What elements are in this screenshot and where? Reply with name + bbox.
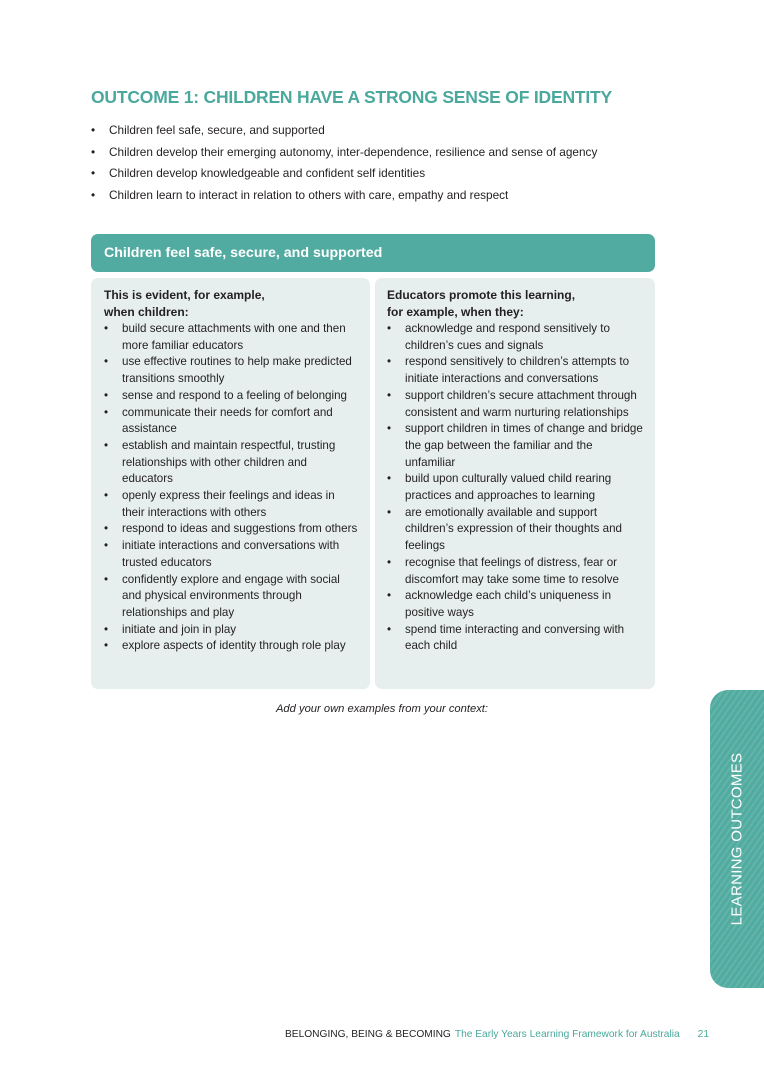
panel-heading-line: Educators promote this learning, bbox=[387, 288, 576, 302]
list-item: • support children’s secure attachment through consistent and warm nurturing relationships bbox=[387, 388, 645, 421]
list-item: • build upon culturally valued child rearing practices and approaches to learning bbox=[387, 471, 645, 504]
list-item: • use effective routines to help make predicted transitions smoothly bbox=[104, 354, 360, 387]
list-item: • support children in times of change and bridge the gap between the familiar and the unfamiliar bbox=[387, 421, 645, 471]
outcome-list bbox=[91, 120, 597, 207]
section-title: Children feel safe, secure, and supported bbox=[104, 245, 383, 261]
educators-promote-list bbox=[387, 321, 645, 655]
section-header bbox=[91, 234, 655, 272]
children-evidence-panel bbox=[91, 278, 370, 689]
outcome-item: • Children learn to interact in relation to others with care, empathy and respect bbox=[91, 185, 597, 207]
list-item: • build secure attachments with one and then more familiar educators bbox=[104, 321, 360, 354]
panel-heading-line: This is evident, for example, bbox=[104, 288, 265, 302]
page-footer bbox=[285, 1029, 709, 1040]
outcome-title bbox=[91, 87, 612, 108]
list-item: • spend time interacting and conversing with each child bbox=[387, 622, 645, 655]
list-item: • initiate and join in play bbox=[104, 622, 360, 639]
list-item: • communicate their needs for comfort and assistance bbox=[104, 405, 360, 438]
panel-heading bbox=[387, 287, 645, 321]
list-item: • respond to ideas and suggestions from others bbox=[104, 521, 360, 538]
panel-heading bbox=[104, 287, 360, 321]
list-item: • recognise that feelings of distress, fear or discomfort may take some time to resolve bbox=[387, 555, 645, 588]
educators-promote-panel bbox=[375, 278, 655, 689]
list-item: • confidently explore and engage with social and physical environments through relationships and play bbox=[104, 572, 360, 622]
list-item: • acknowledge each child’s uniqueness in positive ways bbox=[387, 588, 645, 621]
list-item: • acknowledge and respond sensitively to children’s cues and signals bbox=[387, 321, 645, 354]
outcome-title-text: CHILDREN HAVE A STRONG SENSE OF IDENTITY bbox=[198, 87, 612, 107]
panel-heading-line: for example, when they: bbox=[387, 305, 524, 319]
list-item: • respond sensitively to children’s attempts to initiate interactions and conversations bbox=[387, 354, 645, 387]
list-item: • are emotionally available and support children’s expression of their thoughts and feelings bbox=[387, 505, 645, 555]
panel-heading-line: when children: bbox=[104, 305, 189, 319]
outcome-item: • Children develop knowledgeable and confident self identities bbox=[91, 163, 597, 185]
children-evidence-list bbox=[104, 321, 360, 655]
list-item: • initiate interactions and conversations with trusted educators bbox=[104, 538, 360, 571]
outcome-item: • Children develop their emerging autonomy, inter-dependence, resilience and sense of agency bbox=[91, 142, 597, 164]
list-item: • establish and maintain respectful, trusting relationships with other children and educators bbox=[104, 438, 360, 488]
footer-subtitle: The Early Years Learning Framework for Australia bbox=[454, 1029, 680, 1040]
add-own-examples-prompt: Add your own examples from your context: bbox=[275, 703, 489, 715]
outcome-item: • Children feel safe, secure, and supported bbox=[91, 120, 597, 142]
side-tab-label: LEARNING OUTCOMES bbox=[728, 752, 746, 926]
outcome-label: OUTCOME 1: bbox=[91, 87, 199, 107]
list-item: • sense and respond to a feeling of belonging bbox=[104, 388, 360, 405]
footer-book-title: BELONGING, BEING & BECOMING bbox=[284, 1029, 451, 1040]
page-number: 21 bbox=[697, 1029, 709, 1040]
list-item: • openly express their feelings and ideas in their interactions with others bbox=[104, 488, 360, 521]
list-item: • explore aspects of identity through role play bbox=[104, 638, 360, 655]
